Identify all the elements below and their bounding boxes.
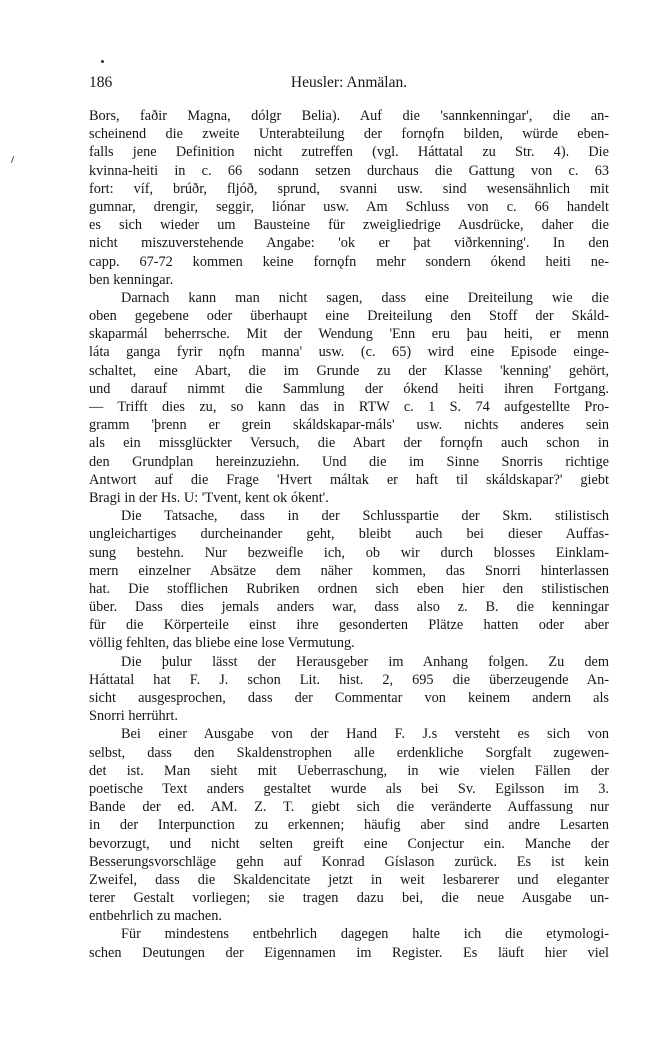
text-line: in der Interpunction zu erkennen; häufig aber sind andre Lesarten [89, 817, 609, 834]
page-number: 186 [89, 74, 113, 91]
text-line: Die þulur lässt der Herausgeber im Anhang folgen. Zu dem [121, 653, 609, 670]
text-line: Bragi in der Hs. U: 'Tvent, kent ok ókent'. [89, 489, 329, 506]
text-line: capp. 67-72 kommen keine fornǫfn mehr sondern ókend heiti ne- [89, 253, 609, 270]
text-line: mern einzelner Absätze dem näher kommen, das Snorri hinterlassen [89, 562, 609, 579]
text-line: es sich wieder um Bausteine für zweigliedrige Ausdrücke, daher die [89, 217, 609, 234]
text-line: entbehrlich zu machen. [89, 908, 222, 925]
running-title: Heusler: Anmälan. [290, 74, 408, 91]
text-line: sicht ausgesprochen, dass der Commentar von keinem andern als [89, 690, 609, 706]
text-line: sung bestehn. Nur bezweifle ich, ob wir durch blosses Einklam- [89, 544, 609, 561]
text-line: hat. Die stofflichen Rubriken ordnen sich eben hier den stilistischen [89, 580, 609, 597]
text-line: scheinend die zweite Unterabteilung der fornǫfn bilden, würde eben- [89, 126, 609, 143]
text-line: Zweifel, dass die Skaldencitate jetzt in weit lesbarerer und eleganter [89, 871, 609, 888]
text-line: Snorri herrührt. [89, 708, 178, 725]
text-line: fort: víf, brúðr, fljóð, sprund, svanni usw. sind wesensähnlich mit [89, 180, 609, 197]
paragraph [89, 507, 609, 653]
text-line: — Trifft dies zu, so kann das in RTW c. 1 S. 74 aufgestellte Pro- [89, 399, 609, 415]
text-line: schen Deutungen der Eigennamen im Register. Es läuft hier viel [89, 944, 609, 961]
text-line: bevorzugt, und nicht selten greift eine Conjectur ein. Manche der [89, 835, 609, 852]
text-line: selbst, dass den Skaldenstrophen alle erdenkliche Sorgfalt zugewen- [89, 744, 609, 761]
paragraph [89, 107, 609, 289]
text-line: ungleichartiges durcheinander geht, bleibt auch bei dieser Auffas- [89, 526, 609, 543]
text-line: falls jene Definition nicht zutreffen (vgl. Háttatal zu Str. 4). Die [89, 144, 609, 161]
page-header [89, 71, 609, 95]
text-line: poetische Text anders gestaltet wurde als bei Sv. Egilsson im 3. [89, 780, 609, 797]
text-line: Darnach kann man nicht sagen, dass eine Dreiteilung wie die [121, 289, 609, 306]
text-line: skaparmál beherrsche. Mit der Wendung 'Enn eru þau heiti, er menn [89, 326, 609, 343]
paragraph [89, 289, 609, 507]
print-speck [101, 60, 104, 63]
text-line: láta ganga fyrir nǫfn manna' usw. (c. 65) wird eine Episode einge- [89, 344, 609, 361]
text-line: det ist. Man sieht mit Ueberraschung, in wie vielen Fällen der [89, 762, 609, 779]
text-line: Für mindestens entbehrlich dagegen halte ich die etymologi- [121, 926, 609, 943]
text-line: über. Dass dies jemals anders war, dass also z. B. die kenningar [89, 599, 609, 616]
body-text [89, 107, 609, 962]
text-line: und darauf nimmt die Sammlung der ókend heiti ihren Fortgang. [89, 380, 609, 397]
paragraph [89, 725, 609, 925]
paragraph [89, 925, 609, 961]
text-line: gumnar, drengir, seggir, liónar usw. Am Schluss von c. 66 handelt [89, 198, 609, 215]
text-line: Bors, faðir Magna, dólgr Belia). Auf die 'sannkenningar', die an- [89, 108, 609, 124]
text-line: terer Gestalt vorliegen; sie tragen dazu bei, die neue Ausgabe un- [89, 890, 609, 907]
text-line: ben kenningar. [89, 271, 174, 288]
text-line: schaltet, eine Abart, die im Grunde zu der Klasse 'kenning' gehört, [89, 362, 609, 379]
text-line: als ein missglückter Versuch, die Abart der fornǫfn auch schon in [89, 435, 609, 452]
text-line: Besserungsvorschläge gehn auf Konrad Gíslason zurück. Es ist kein [89, 853, 609, 870]
text-line: Die Tatsache, dass in der Schlusspartie der Skm. stilistisch [121, 508, 609, 525]
text-line: Antwort auf die Frage 'Hvert máltak er haft til skáldskapar?' giebt [89, 471, 609, 488]
text-line: nicht miszuverstehende Angabe: 'ok er þat viðrkenning'. In den [89, 235, 609, 252]
text-line: völlig fehlten, das bliebe eine lose Vermutung. [89, 635, 355, 652]
text-line: kvinna-heiti in c. 66 sodann setzen durchaus die Gattung von c. 63 [89, 162, 609, 179]
text-line: oben gegebene oder überhaupt eine Dreiteilung den Stoff der Skáld- [89, 308, 609, 325]
text-line: den Grundplan hereinzuziehn. Und die im Sinne Snorris richtige [89, 453, 609, 470]
text-line: Bande der ed. AM. Z. T. giebt sich die veränderte Auffassung nur [89, 799, 609, 816]
text-line: Háttatal hat F. J. schon Lit. hist. 2, 695 die überzeugende An- [89, 671, 609, 688]
text-line: für die Körperteile einst ihre gesonderten Plätze hatten oder aber [89, 617, 609, 634]
text-line: gramm 'þrenn er grein skáldskapar-máls' usw. nichts anderes sein [89, 417, 609, 434]
margin-mark [11, 156, 14, 163]
paragraph [89, 653, 609, 726]
text-line: Bei einer Ausgabe von der Hand F. J.s versteht es sich von [121, 726, 609, 743]
